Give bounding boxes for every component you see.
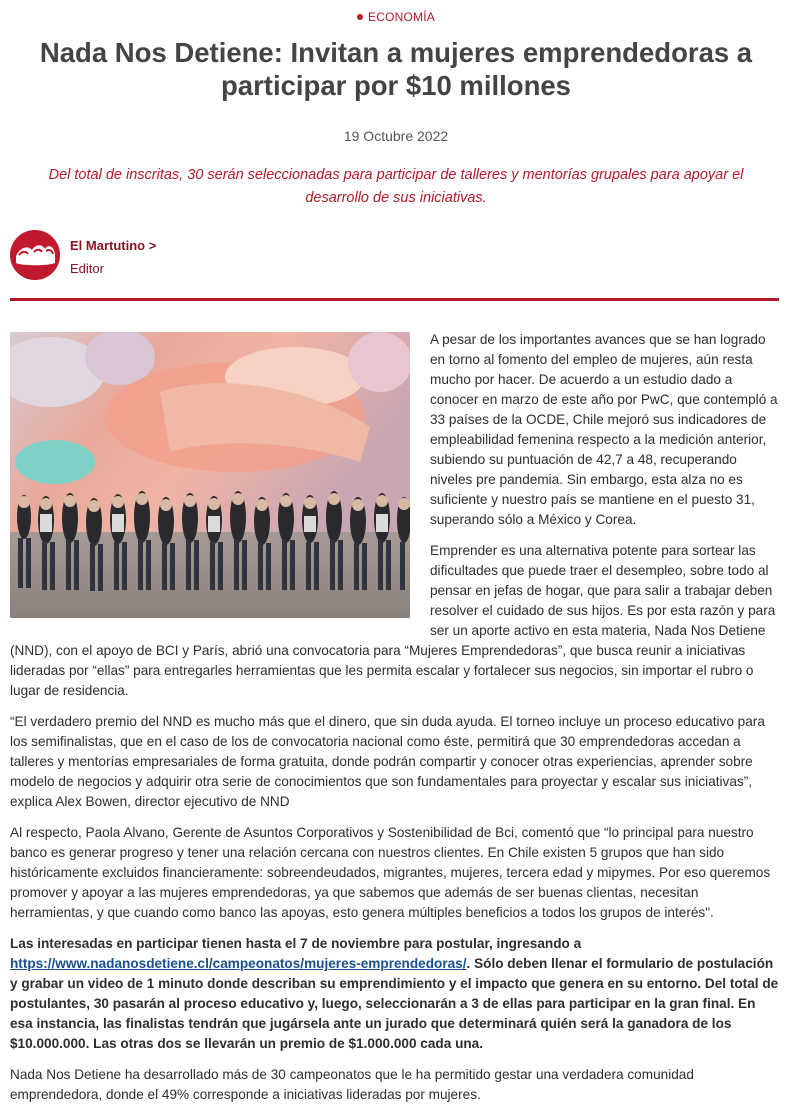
author-role: Editor	[70, 261, 104, 276]
paragraph-6: Nada Nos Detiene ha desarrollado más de 30 campeonatos que le ha permitido gestar una verdadera comunidad emprendedora, donde el 49% corresponde a iniciativas lideradas por mujeres.	[10, 1067, 694, 1102]
paragraph-4: Al respecto, Paola Alvano, Gerente de Asuntos Corporativos y Sostenibilidad de Bci, comentó que “lo principal para nuestro banco es generar progreso y tener una relación cercana con nuestros clientes. En Chile existen 5 grupos que han sido históricamente excluidos financieramente: sobreendeudados, migrantes, mujeres, tercera edad y mipymes. Por eso queremos promover y apoyar a las mujeres emprendedoras, ya que sabemos que además de ser buenas clientas, necesitan herramientas, y que cuando como banco las apoyas, esto genera múltiples beneficios a todos los grupos de interés".	[10, 825, 771, 920]
paragraph-3: “El verdadero premio del NND es mucho más que el dinero, que sin duda ayuda. El torneo incluye un proceso educativo para los semifinalistas, que en el caso de los de convocatoria nacional como éste, permitirá que 30 emprendedoras accedan a talleres y mentorías empresariales de forma gratuita, donde podrán compartir y conocer otras experiencias, aprender sobre modelo de negocios y adquirir otra serie de conocimientos que son fundamentales para proyectar y escalar sus iniciativas”, explica Alex Bowen, director ejecutivo de NND	[10, 714, 765, 809]
category-text[interactable]: ECONOMÍA	[368, 10, 435, 24]
header-divider	[10, 298, 779, 301]
article-lead: Del total de inscritas, 30 serán seleccionadas para participar de talleres y mentorías grupales para apoyar el desarrollo de sus iniciativas.	[48, 167, 744, 206]
paragraph-5-intro: Las interesadas en participar tienen hasta el 7 de noviembre para postular, ingresando a	[10, 936, 582, 951]
article-photo	[10, 332, 410, 618]
author-avatar[interactable]	[10, 230, 60, 280]
paragraph-2: Emprender es una alternativa potente para sortear las dificultades que puede traer el desempleo, sobre todo al pensar en jefas de hogar, que para salir a trabajar deben resolver el cuidado de sus hijos. Es por esta razón y para ser un aporte activo en esta materia, Nada Nos Detiene (NND), con el apoyo de BCI y París, abrió una convocatoria para “Mujeres Emprendedoras”, que busca reunir a iniciativas lideradas por “ellas” para entregarles herramientas que les permita escalar y fortalecer sus negocios, sin importar el rubro o lugar de residencia.	[10, 543, 776, 698]
wave-logo-icon	[10, 230, 60, 280]
paragraph-5	[10, 934, 779, 1054]
postulation-link[interactable]: https://www.nadanosdetiene.cl/campeonatos/mujeres-emprendedoras/	[10, 956, 467, 971]
article-body	[10, 330, 779, 1116]
article-title: Nada Nos Detiene: Invitan a mujeres emprendedoras a participar por $10 millones	[39, 37, 753, 101]
paragraph-5-rest: . Sólo deben llenar el formulario de postulación y grabar un video de 1 minuto donde describan su emprendimiento y el impacto que genera en su entorno. Del total de postulantes, 30 pasarán al proceso educativo y, luego, seleccionarán a 3 de ellas para participar en la gran final. En esa instancia, las finalistas tendrán que jugársela ante un jurado que determinará quién será la ganadora de los $10.000.000. Las otras dos se llevarán un premio de $1.000.000 cada una.	[10, 956, 779, 1051]
author-name-link[interactable]: El Martutino >	[70, 238, 157, 253]
category-dot-icon	[357, 14, 363, 20]
publish-date: 19 Octubre 2022	[343, 128, 449, 144]
category-label[interactable]	[0, 10, 792, 24]
paragraph-1: A pesar de los importantes avances que se han logrado en torno al fomento del empleo de mujeres, aún resta mucho por hacer. De acuerdo a un estudio dado a conocer en marzo de este año por PwC, que contempló a 33 países de la OCDE, Chile mejoró sus indicadores de empleabilidad femenina respecto a la medición anterior, subiendo su puntuación de 42,7 a 48, recuperando niveles pre pandemia. Sin embargo, esta alza no es suficiente y nuestro país se mantiene en el puesto 31, superando sólo a México y Corea.	[430, 332, 778, 527]
